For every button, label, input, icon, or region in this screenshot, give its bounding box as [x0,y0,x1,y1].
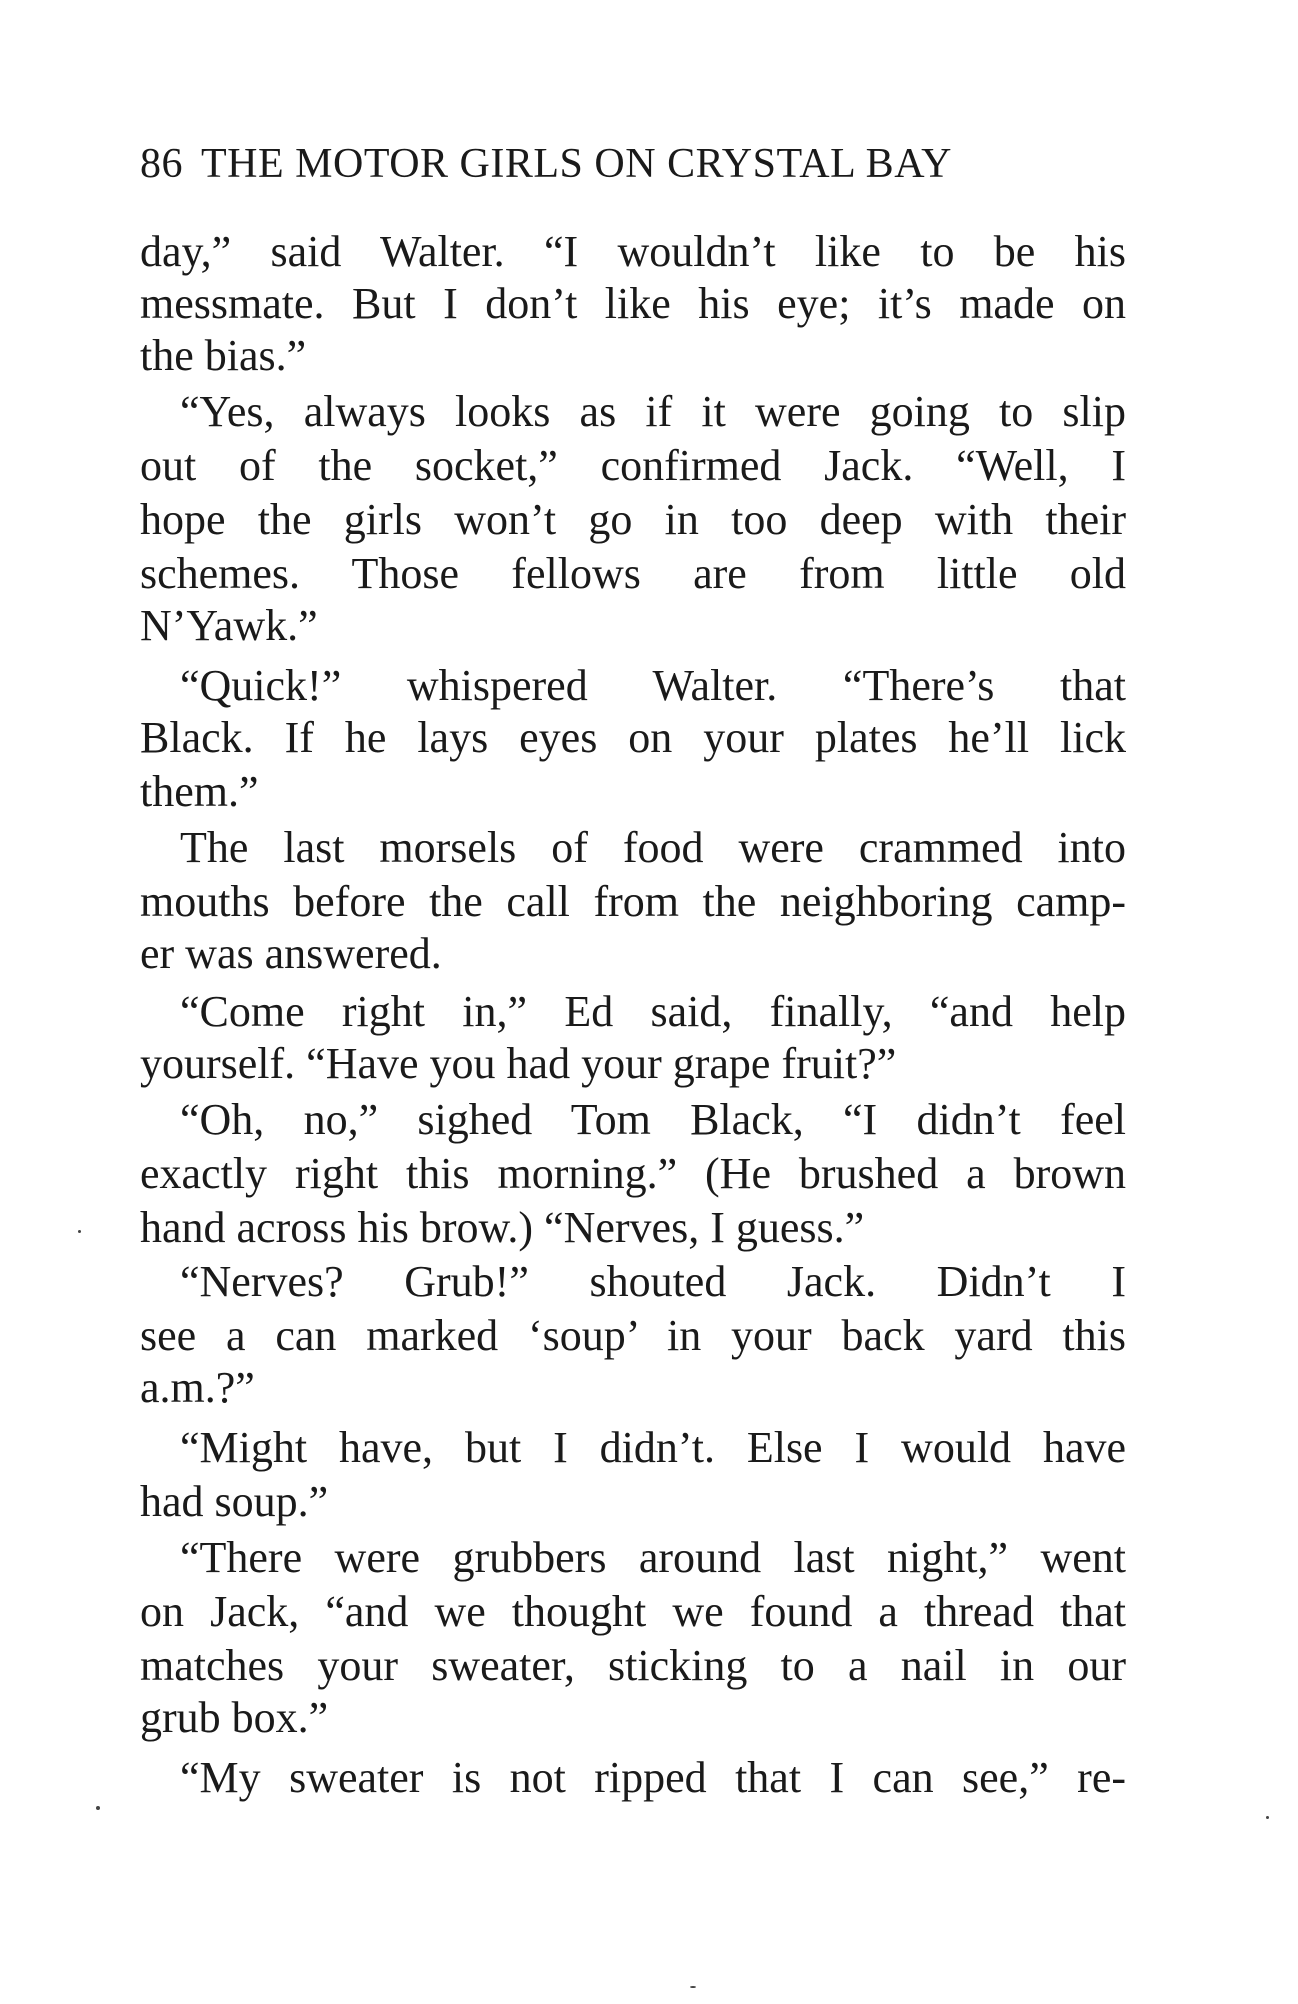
text-line: “Quick!” whispered Walter. “There’s that [180,661,1126,710]
text-line: Black. If he lays eyes on your plates he’ll lick [140,713,1126,762]
text-line: mouths before the call from the neighboring camp- [140,877,1126,926]
text-line: out of the socket,” confirmed Jack. “Well, I [140,441,1126,490]
text-line: “Might have, but I didn’t. Else I would have [180,1423,1126,1472]
text-line: see a can marked ‘soup’ in your back yard this [140,1311,1126,1360]
text-line: hope the girls won’t go in too deep with their [140,495,1126,544]
text-line: “There were grubbers around last night,” went [180,1533,1126,1582]
text-line: matches your sweater, sticking to a nail in our [140,1641,1126,1690]
text-line: exactly right this morning.” (He brushed a brown [140,1149,1126,1198]
print-speck [78,1230,81,1233]
text-line: “Oh, no,” sighed Tom Black, “I didn’t feel [180,1095,1126,1144]
text-line: the bias.” [140,331,307,380]
text-line: hand across his brow.) “Nerves, I guess.” [140,1203,865,1252]
text-line: on Jack, “and we thought we found a thread that [140,1587,1126,1636]
text-line: a.m.?” [140,1363,255,1412]
page-number: 86 [140,141,183,187]
text-line: “Yes, always looks as if it were going to slip [180,387,1126,436]
text-line: “My sweater is not ripped that I can see,” re- [180,1753,1126,1802]
text-line: had soup.” [140,1477,329,1526]
text-line: grub box.” [140,1693,329,1742]
print-speck [1266,1816,1269,1819]
text-line: The last morsels of food were crammed into [180,823,1126,872]
text-line: day,” said Walter. “I wouldn’t like to be his [140,227,1126,276]
text-line: er was answered. [140,929,442,978]
text-line: “Nerves? Grub!” shouted Jack. Didn’t I [180,1257,1126,1306]
running-title: THE MOTOR GIRLS ON CRYSTAL BAY [201,141,953,187]
text-line: them.” [140,767,259,816]
text-line: “Come right in,” Ed said, finally, “and help [180,987,1126,1036]
text-line: messmate. But I don’t like his eye; it’s made on [140,279,1126,328]
print-speck [690,1986,696,1988]
text-line: schemes. Those fellows are from little old [140,549,1126,598]
print-speck [96,1806,100,1810]
text-line: yourself. “Have you had your grape fruit?” [140,1039,897,1088]
text-line: N’Yawk.” [140,601,318,650]
running-header [140,140,952,188]
